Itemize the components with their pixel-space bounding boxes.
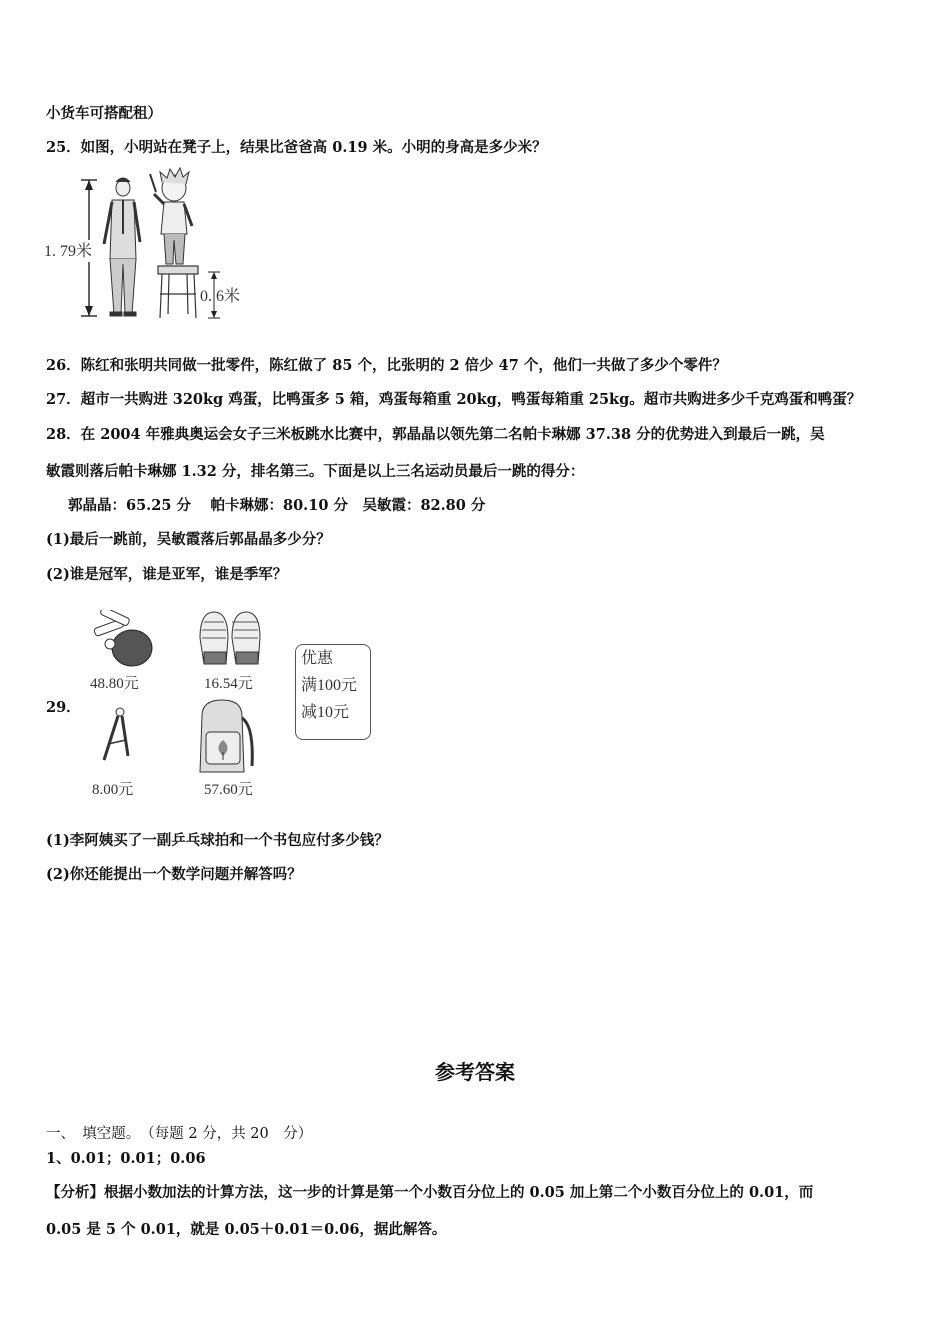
question-28-part-a: 28．在 2004 年雅典奥运会女子三米板跳水比赛中，郭晶晶以领先第二名帕卡琳娜 37.38 分的优势进入到最后一跳，吴 [46,426,825,443]
question-28-scores: 郭晶晶：65.25 分 帕卡琳娜：80.10 分 吴敏霞：82.80 分 [68,497,486,514]
analysis-line-b: 0.05 是 5 个 0.01，就是 0.05＋0.01＝0.06，据此解答。 [46,1221,447,1238]
text-line: 小货车可搭配租） [46,105,162,122]
question-28-sub-2: (2)谁是冠军，谁是亚军，谁是季军？ [46,566,288,583]
section-heading: 一、 填空题。 （每题 2 分，共 20 分） [46,1126,313,1142]
father-son-height-figure [44,164,254,324]
answer-title: 参考答案 [435,1060,515,1084]
stool-icon [158,266,198,318]
boy-icon [150,168,192,264]
question-26: 26．陈红和张明共同做一批零件，陈红做了 85 个，比张明的 2 倍少 47 个，他们一共做了多少个零件？ [46,357,727,374]
discount-condition: 满100元 [301,677,358,694]
question-29-sub-2: (2)你还能提出一个数学问题并解答吗？ [46,866,302,883]
father-icon [104,178,140,316]
gloves-icon [196,608,264,670]
price-label: 48.80元 [90,676,139,692]
stool-height-label: 0. 6米 [200,288,241,305]
compass-icon [98,706,138,766]
analysis-line-a: 【分析】根据小数加法的计算方法，这一步的计算是第一个小数百分位上的 0.05 加上第二个小数百分位上的 0.01，而 [46,1184,814,1201]
ping-pong-paddle-icon [88,610,158,670]
question-28-part-b: 敏霞则落后帕卡琳娜 1.32 分，排名第三。下面是以上三名运动员最后一跳的得分： [46,463,585,480]
price-label: 16.54元 [204,676,253,692]
question-27: 27．超市一共购进 320kg 鸡蛋，比鸭蛋多 5 箱，鸡蛋每箱重 20kg，鸭蛋每箱重 25kg。超市共购进多少千克鸡蛋和鸭蛋？ [46,391,862,408]
answer-1: 1、0.01；0.01；0.06 [46,1150,206,1167]
discount-amount: 减10元 [301,704,350,721]
price-label: 57.60元 [204,782,253,798]
backpack-icon [192,696,258,776]
discount-title: 优惠 [301,650,334,667]
price-label: 8.00元 [92,782,134,798]
discount-box [295,644,371,740]
question-29: 29． [46,699,81,716]
question-25: 25．如图，小明站在凳子上，结果比爸爸高 0.19 米。小明的身高是多少米？ [46,139,547,156]
question-28-sub-1: (1)最后一跳前，吴敏霞落后郭晶晶多少分？ [46,531,331,548]
height-label: 1. 79米 [44,243,93,260]
question-29-sub-1: (1)李阿姨买了一副乒乓球拍和一个书包应付多少钱？ [46,832,389,849]
